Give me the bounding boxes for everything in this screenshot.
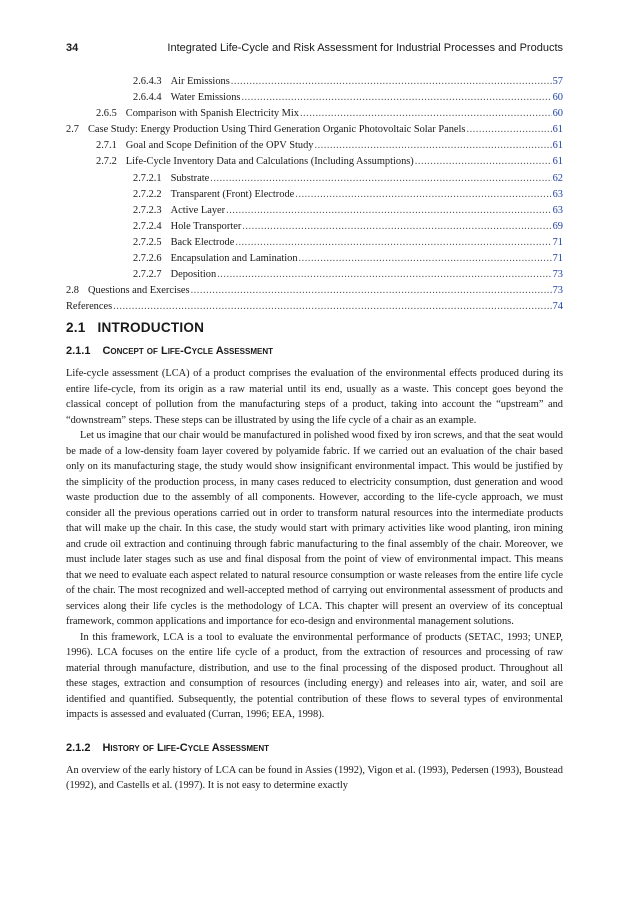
subsection-number: 2.1.1: [66, 345, 91, 357]
paragraph: Life-cycle assessment (LCA) of a product comprises the evaluation of the environmental effects produced during its entire life-cycle, from its origin as a raw material until its end, usually as a waste. This concept goes beyond the classical concept of pollution from the manufacturing steps of a product, taking into account the “upstream” and “downstream” steps. These steps can be illustrated by using the life cycle of a chair as an example.: [66, 368, 563, 426]
toc-entry[interactable]: [66, 171, 563, 187]
toc-entry-page[interactable]: 71: [552, 253, 563, 265]
toc-leader-dots: [231, 74, 552, 90]
toc-entry-page[interactable]: 61: [552, 156, 563, 168]
toc-leader-dots: [299, 251, 552, 267]
toc-entry-title: Goal and Scope Definition of the OPV Study: [125, 140, 314, 152]
toc-entry-page[interactable]: 61: [552, 124, 563, 136]
toc-entry-page[interactable]: 60: [552, 108, 563, 120]
toc-entry-number: 2.7.2.1: [133, 172, 162, 184]
toc-entry-number: 2.6.4.4: [133, 92, 162, 104]
toc-entry-title: References: [66, 301, 113, 313]
toc-entry[interactable]: [66, 203, 563, 219]
toc-leader-dots: [300, 106, 552, 122]
table-of-contents: [66, 74, 563, 315]
subsection-title: Concept of Life-Cycle Assessment: [102, 345, 274, 357]
toc-entry-page[interactable]: 60: [552, 92, 563, 104]
toc-entry-number: 2.7.2.5: [133, 236, 162, 248]
toc-entry-number: 2.7: [66, 124, 79, 136]
toc-entry-page[interactable]: 71: [552, 236, 563, 248]
chapter-body: [66, 318, 563, 794]
toc-entry-page[interactable]: 63: [552, 204, 563, 216]
toc-entry-title: Hole Transporter: [170, 220, 242, 232]
toc-entry[interactable]: [66, 122, 563, 138]
toc-entry-number: 2.6.4.3: [133, 76, 162, 87]
subsection-heading-history: [66, 739, 563, 757]
section-title: INTRODUCTION: [97, 320, 205, 335]
toc-entry[interactable]: [66, 235, 563, 251]
toc-leader-dots: [217, 267, 551, 283]
toc-leader-dots: [191, 283, 552, 299]
toc-leader-dots: [314, 138, 551, 154]
paragraph: Let us imagine that our chair would be manufactured in polished wood fixed by iron screws, and that the seat would be made of a low-density foam layer covered by polyamide fabric. If we carried out an evaluation of the chair based only on its manufacturing stage, the study would show insignificant environmental impact. This would be justified by the simplicity of the production process, in many cases reduced to electricity consumption, dust generation and wood waste production due to the assembly of all components. However, according to the life-cycle approach, we must consider all the previous operations carried out in order to transform natural resources into the intermediate products that will make up the chair. In this case, the study would start with primary activities like wood planting, iron mining and crude oil extraction and continuing through fabric manufacturing to the final assembly of the chair. Moreover, we must include later stages such as use and final disposal from the point of view of environmental impact. This means that we need to evaluate each aspect related to natural resource consumption or waste releases from the entire life cycle of the chair. The most recognized and well-accepted method of carrying out environmental assessment of products and services along their life cycles is the methodology of LCA. This chapter will present an overview of its conceptual framework, common applications and importance for eco-design and environmental management solutions.: [66, 430, 563, 627]
toc-entry-number: 2.7.2.7: [133, 269, 162, 281]
toc-entry-title: Air Emissions: [170, 76, 230, 87]
toc-leader-dots: [241, 90, 551, 106]
toc-entry[interactable]: [66, 251, 563, 267]
toc-entry-title: Encapsulation and Lamination: [170, 253, 298, 265]
toc-entry-title: Life-Cycle Inventory Data and Calculations (Including Assumptions): [125, 156, 414, 168]
toc-entry-page[interactable]: 74: [552, 301, 563, 313]
section-number: 2.1: [66, 320, 86, 335]
toc-leader-dots: [242, 219, 551, 235]
toc-entry-page[interactable]: 62: [552, 172, 563, 184]
toc-entry-title: Substrate: [170, 172, 210, 184]
subsection-heading-concept: [66, 342, 563, 360]
toc-entry-title: Back Electrode: [170, 236, 235, 248]
toc-entry-number: 2.6.5: [96, 108, 117, 120]
section-heading: [66, 318, 563, 338]
toc-entry-number: 2.7.1: [96, 140, 117, 152]
toc-entry[interactable]: [66, 90, 563, 106]
paragraph: An overview of the early history of LCA can be found in Assies (1992), Vigon et al. (1993), Pedersen (1993), Boustead (1992), and Castells et al. (1997). It is not easy to determine exactly: [66, 764, 563, 791]
toc-entry[interactable]: [66, 267, 563, 283]
toc-entry-page[interactable]: 57: [552, 76, 563, 87]
running-header: [66, 42, 563, 58]
toc-leader-dots: [226, 203, 552, 219]
toc-entry-page[interactable]: 73: [552, 285, 563, 297]
toc-entry[interactable]: [66, 74, 563, 90]
subsection-title: History of Life-Cycle Assessment: [102, 741, 270, 754]
toc-entry-title: Active Layer: [170, 204, 226, 216]
toc-leader-dots: [415, 154, 552, 170]
toc-entry-title: Case Study: Energy Production Using Third Generation Organic Photovoltaic Solar Panels: [88, 124, 466, 136]
paragraph: In this framework, LCA is a tool to evaluate the environmental performance of products (SETAC, 1993; UNEP, 1996). LCA focuses on the entire life cycle of a product, from the extraction of resources and processing of raw material through manufacture, distribution, and use to the final processing of the disposed product. Throughout all these stages, extraction and consumption of resources (including energy) and releases into air, water, and soil are identified and quantified. Subsequently, the potential contribution of these flows to several types of environmental impacts is assessed and evaluated (Curran, 1996; EEA, 1998).: [66, 631, 563, 720]
toc-entry[interactable]: [66, 138, 563, 154]
running-title: Integrated Life-Cycle and Risk Assessment for Industrial Processes and Products: [167, 42, 563, 54]
toc-leader-dots: [210, 171, 551, 187]
toc-entry[interactable]: [66, 219, 563, 235]
toc-entry[interactable]: [66, 106, 563, 122]
toc-leader-dots: [235, 235, 551, 251]
toc-entry-page[interactable]: 73: [552, 269, 563, 281]
page-number: 34: [66, 42, 79, 54]
toc-leader-dots: [295, 187, 551, 203]
toc-entry-title: Transparent (Front) Electrode: [170, 188, 295, 200]
toc-entry-number: 2.7.2.6: [133, 253, 162, 265]
toc-entry[interactable]: [66, 187, 563, 203]
toc-entry-number: 2.7.2.3: [133, 204, 162, 216]
toc-entry-title: Questions and Exercises: [88, 285, 190, 297]
toc-leader-dots: [113, 299, 551, 315]
toc-entry-page[interactable]: 63: [552, 188, 563, 200]
toc-entry[interactable]: [66, 154, 563, 170]
toc-leader-dots: [466, 122, 551, 138]
subsection-number: 2.1.2: [66, 741, 91, 754]
toc-entry-title: Water Emissions: [170, 92, 241, 104]
toc-entry[interactable]: [66, 299, 563, 315]
toc-entry-title: Comparison with Spanish Electricity Mix: [125, 108, 299, 120]
toc-entry-title: Deposition: [170, 269, 217, 281]
toc-entry-number: 2.7.2: [96, 156, 117, 168]
toc-entry-number: 2.7.2.2: [133, 188, 162, 200]
toc-entry-number: 2.7.2.4: [133, 220, 162, 232]
toc-entry[interactable]: [66, 283, 563, 299]
toc-entry-page[interactable]: 61: [552, 140, 563, 152]
toc-entry-page[interactable]: 69: [552, 220, 563, 232]
toc-entry-number: 2.8: [66, 285, 79, 297]
